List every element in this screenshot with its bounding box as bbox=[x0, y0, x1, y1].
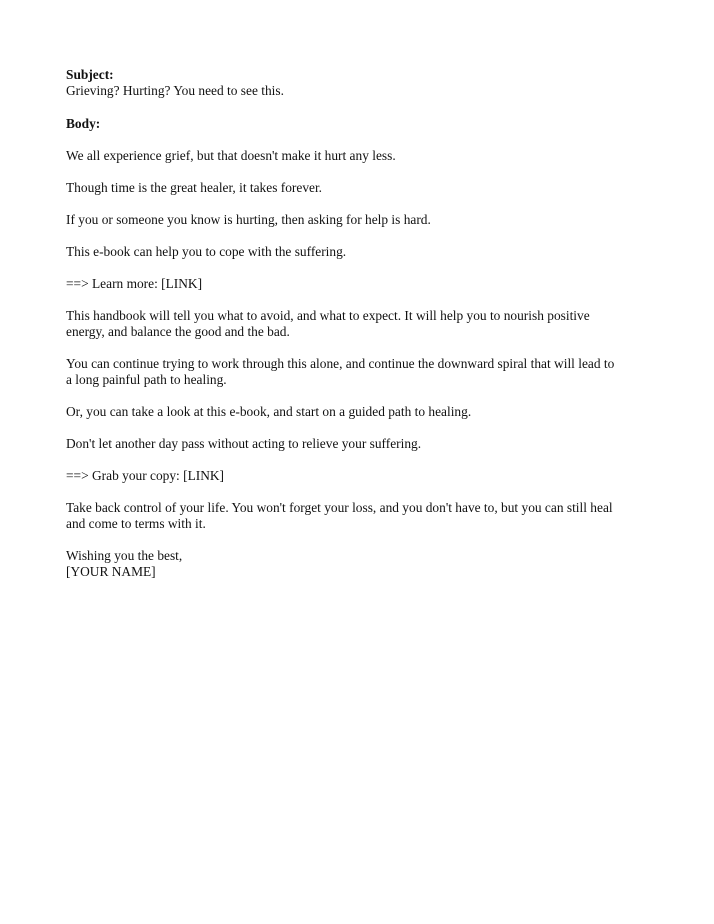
spacer bbox=[66, 228, 656, 244]
paragraph-7-line-1: You can continue trying to work through this alone, and continue the downward spiral that will lead to bbox=[66, 356, 615, 371]
spacer bbox=[66, 532, 656, 548]
paragraph-3: If you or someone you know is hurting, then asking for help is hard. bbox=[66, 212, 431, 227]
email-template bbox=[66, 67, 656, 580]
paragraph-7-line-2: a long painful path to healing. bbox=[66, 372, 227, 387]
spacer bbox=[66, 420, 656, 436]
spacer bbox=[66, 196, 656, 212]
spacer bbox=[66, 340, 656, 356]
paragraph-4: This e-book can help you to cope with the suffering. bbox=[66, 244, 347, 259]
subject-label: Subject: bbox=[66, 67, 114, 82]
subject-text: Grieving? Hurting? You need to see this. bbox=[66, 83, 284, 98]
spacer bbox=[66, 292, 656, 308]
body-label: Body: bbox=[66, 116, 101, 131]
paragraph-11-line-1: Take back control of your life. You won't forget your loss, and you don't have to, but you can still heal bbox=[66, 500, 613, 515]
paragraph-6-line-2: energy, and balance the good and the bad. bbox=[66, 324, 290, 339]
learn-more-link-line: ==> Learn more: [LINK] bbox=[66, 276, 203, 291]
spacer bbox=[66, 164, 656, 180]
spacer bbox=[66, 484, 656, 500]
spacer bbox=[66, 99, 656, 116]
signature-placeholder: [YOUR NAME] bbox=[66, 564, 156, 579]
paragraph-9: Don't let another day pass without acting to relieve your suffering. bbox=[66, 436, 422, 451]
paragraph-1: We all experience grief, but that doesn't make it hurt any less. bbox=[66, 148, 396, 163]
spacer bbox=[66, 132, 656, 148]
spacer bbox=[66, 388, 656, 404]
grab-copy-link-line: ==> Grab your copy: [LINK] bbox=[66, 468, 225, 483]
closing-line: Wishing you the best, bbox=[66, 548, 183, 563]
spacer bbox=[66, 260, 656, 276]
spacer bbox=[66, 452, 656, 468]
paragraph-11-line-2: and come to terms with it. bbox=[66, 516, 206, 531]
paragraph-6-line-1: This handbook will tell you what to avoid, and what to expect. It will help you to nourish positive bbox=[66, 308, 590, 323]
paragraph-8: Or, you can take a look at this e-book, and start on a guided path to healing. bbox=[66, 404, 472, 419]
paragraph-2: Though time is the great healer, it takes forever. bbox=[66, 180, 323, 195]
